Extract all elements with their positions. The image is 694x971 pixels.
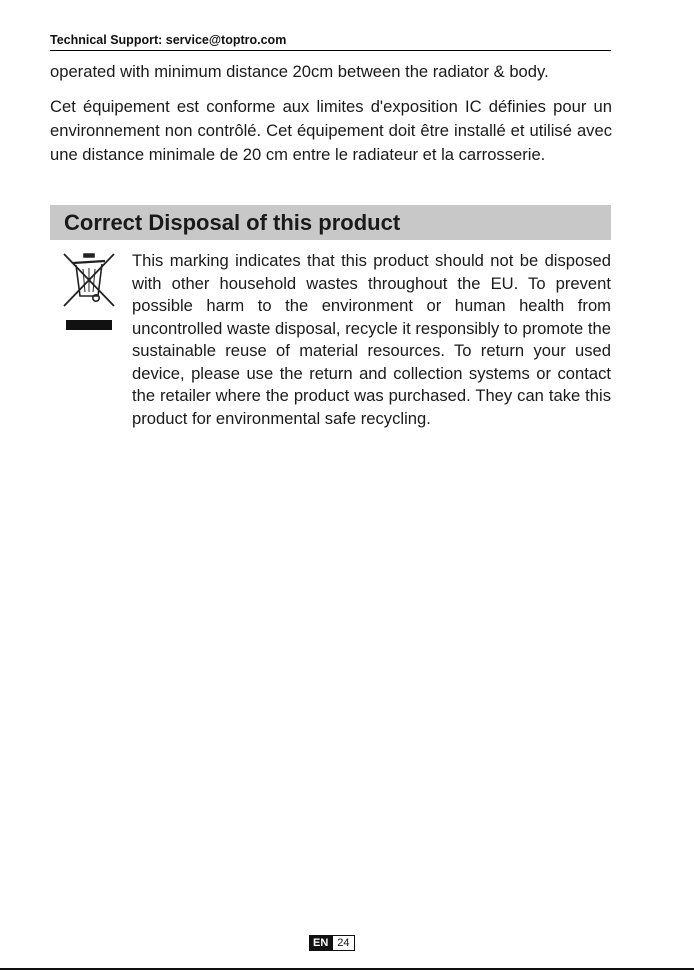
radiation-distance-paragraph: operated with minimum distance 20cm between the radiator & body. [50,62,549,81]
section-title: Correct Disposal of this product [64,210,401,235]
technical-support-text: Technical Support: service@toptro.com [50,33,287,47]
disposal-instructions: This marking indicates that this product should not be disposed with other household wastes throughout the EU. To prevent possible harm to the environment or human health from uncontrolled waste disposal, recycle it responsibly to promote the sustainable reuse of material resources. To return your used device, please use the return and collection systems or contact the retailer where the product was purchased. They can take this product for environmental safe recycling. [132,251,611,428]
page-number-badge [309,935,355,951]
ic-exposure-paragraph-fr: Cet équipement est conforme aux limites d'exposition IC définies pour un environnement non contrôlé. Cet équipement doit être installé et utilisé avec une distance minimale de 20 cm entre le radiateur et la carrosserie. [50,97,612,164]
language-label: EN [309,935,332,951]
footer-divider [0,968,694,970]
page-header [50,32,611,51]
page-number: 24 [332,935,354,951]
crossed-out-wheelie-bin-icon [60,250,118,334]
disposal-section-header [50,205,611,240]
